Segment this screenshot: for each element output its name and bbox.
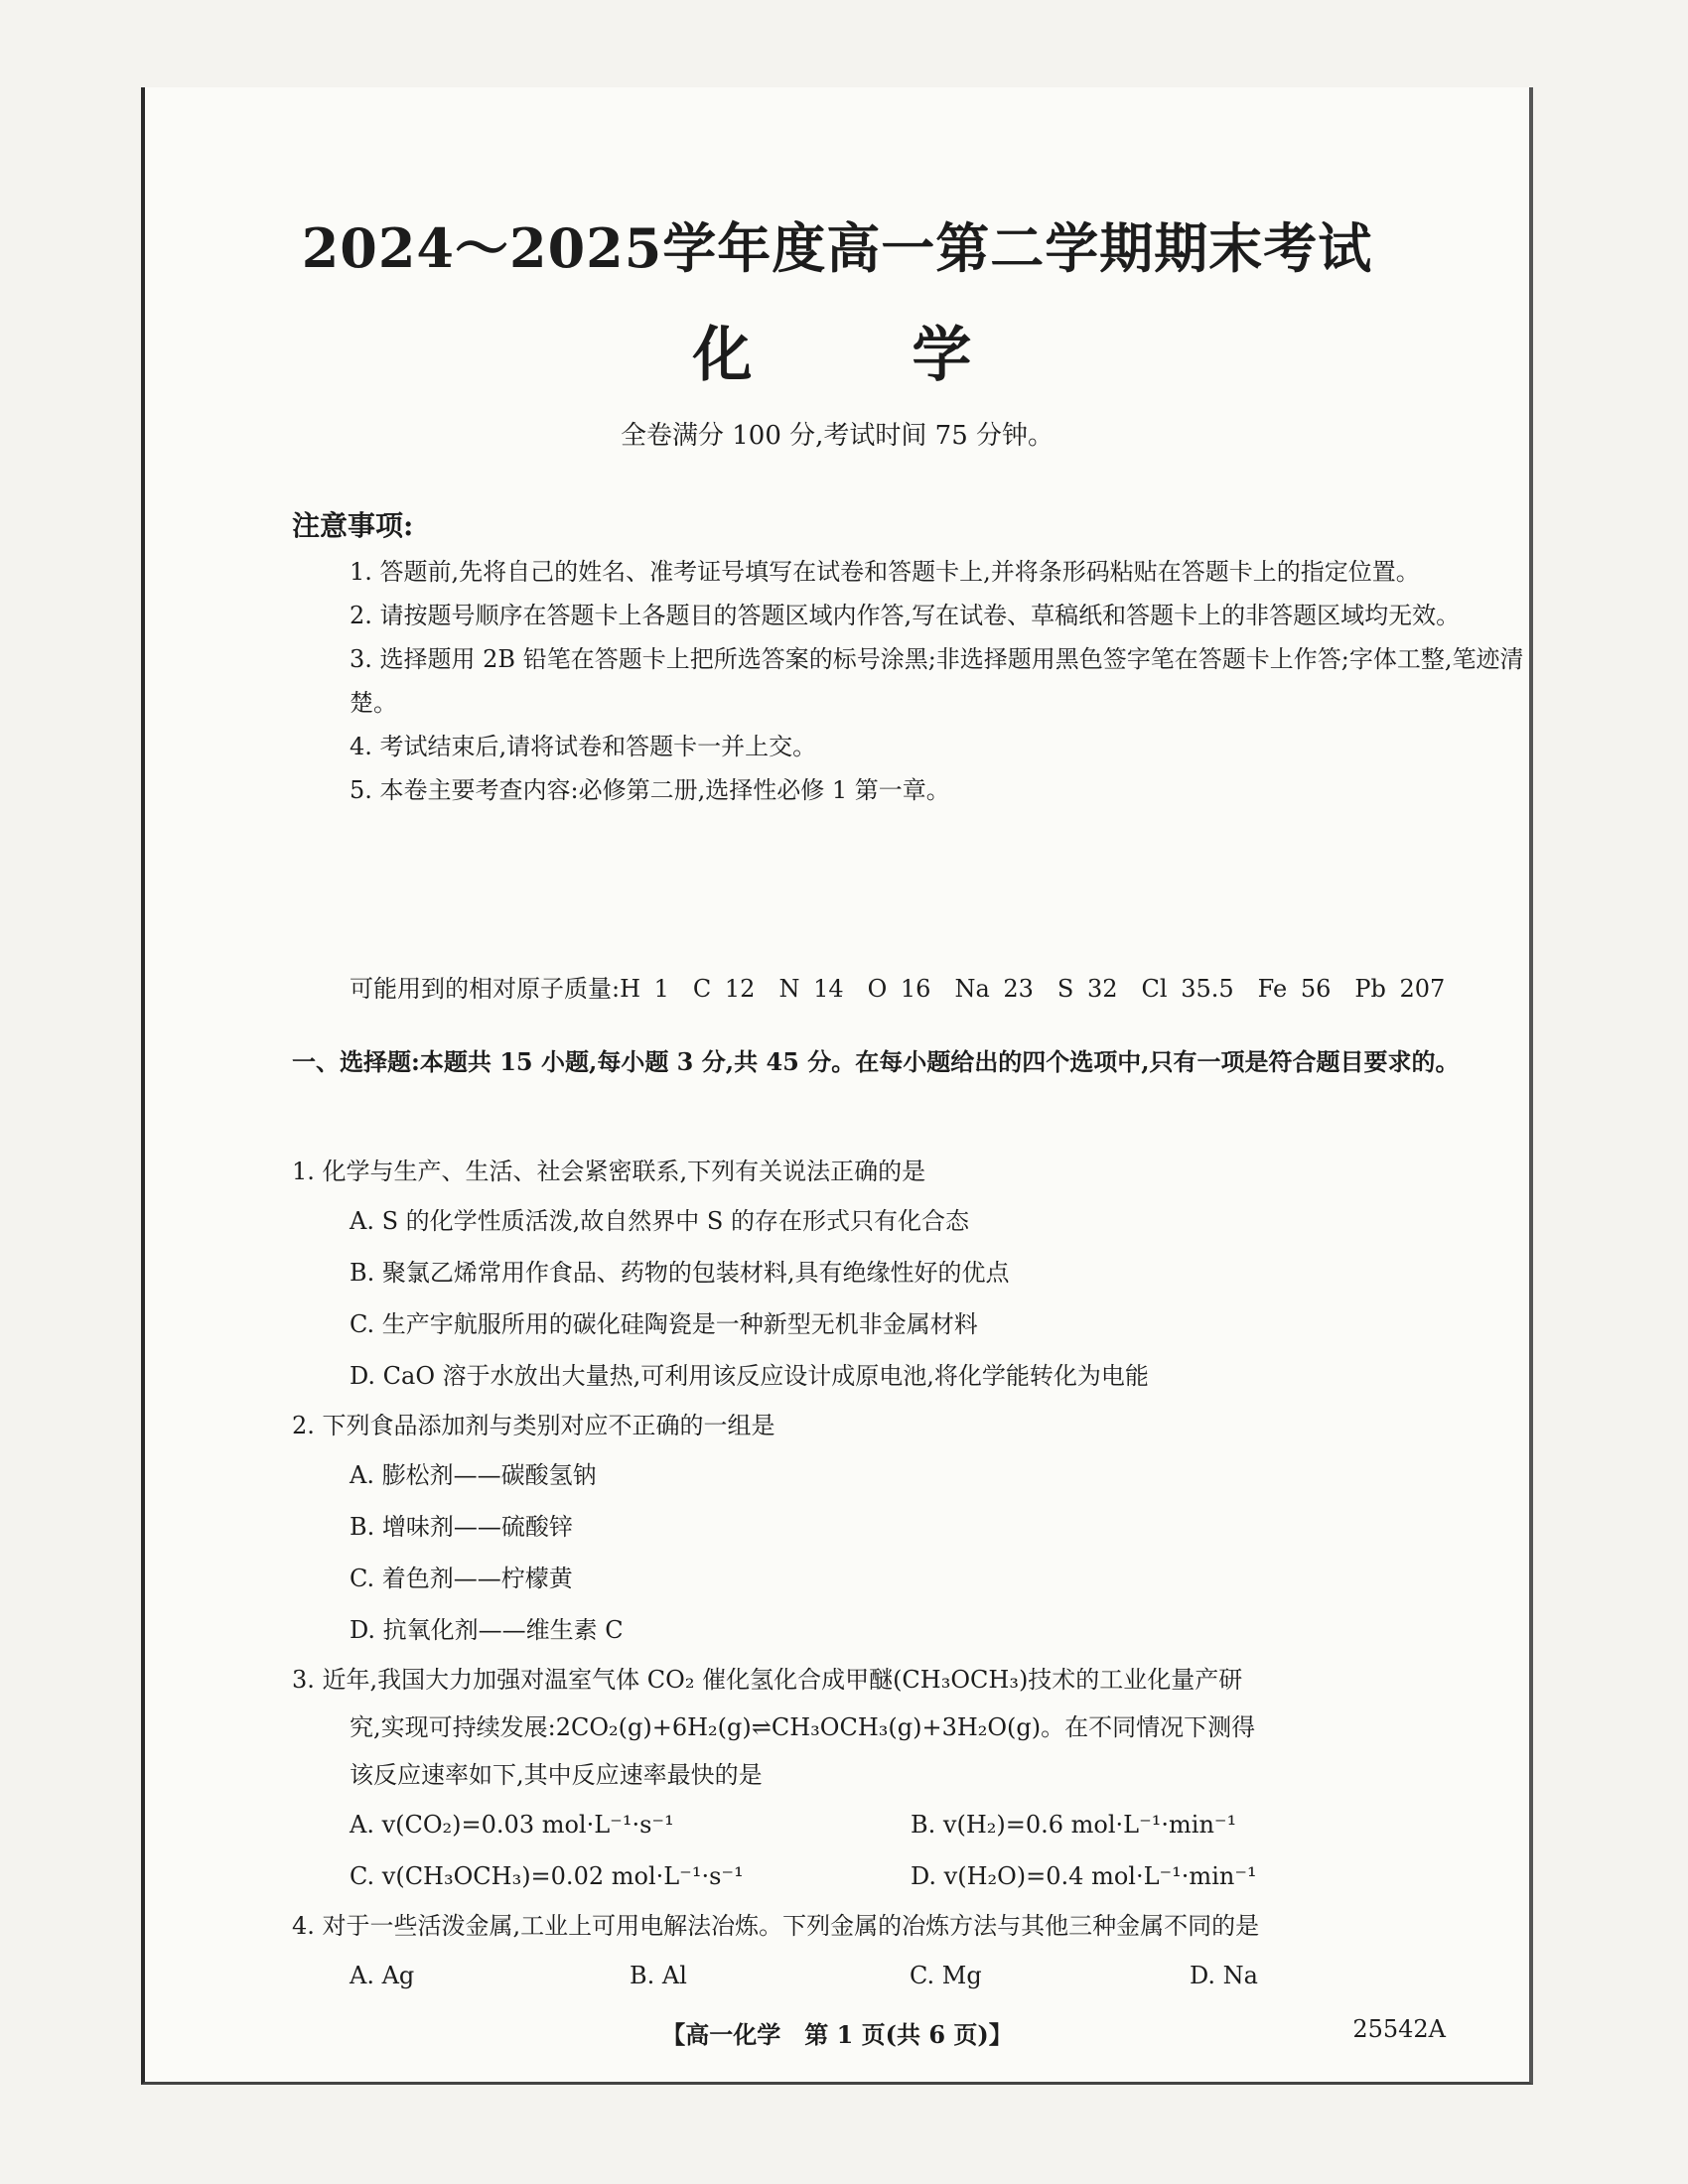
notice-list (350, 550, 1571, 812)
question-4 (292, 1902, 1583, 2001)
notice-item: 4. 考试结束后,请将试卷和答题卡一并上交。 (350, 733, 817, 760)
atomic-masses: 可能用到的相对原子质量:H 1 C 12 N 14 O 16 Na 23 S 32 Cl 35.5 Fe 56 Pb 207 (350, 975, 1446, 1003)
option-row (292, 1799, 1583, 1850)
question-stem-line: 该反应速率如下,其中反应速率最快的是 (350, 1761, 763, 1789)
paper-code: 25542A (1352, 2015, 1446, 2043)
option-c: C. Mg (910, 1962, 982, 1989)
option-a: A. v(CO₂)=0.03 mol·L⁻¹·s⁻¹ (350, 1811, 674, 1839)
subject-title: 化 学 (692, 321, 1042, 390)
option-b: B. 聚氯乙烯常用作食品、药物的包装材料,具有绝缘性好的优点 (350, 1259, 1010, 1287)
score-line: 全卷满分 100 分,考试时间 75 分钟。 (620, 421, 1055, 451)
question-stem: 1. 化学与生产、生活、社会紧密联系,下列有关说法正确的是 (292, 1158, 926, 1185)
option-b: B. 增味剂——硫酸锌 (350, 1513, 573, 1541)
exam-title: 2024～2025学年度高一第二学期期末考试 (301, 216, 1373, 280)
page-footer: 【高一化学 第 1 页(共 6 页)】 (661, 2020, 1013, 2049)
question-list (292, 1148, 1583, 2001)
question-stem-line: 3. 近年,我国大力加强对温室气体 CO₂ 催化氢化合成甲醚(CH₃OCH₃)技术的工业化量产研 (292, 1666, 1243, 1694)
option-b: B. Al (630, 1962, 687, 1989)
exam-sheet (141, 87, 1533, 2085)
option-c: C. v(CH₃OCH₃)=0.02 mol·L⁻¹·s⁻¹ (350, 1862, 744, 1890)
option-c: C. 着色剂——柠檬黄 (350, 1565, 573, 1592)
option-d: D. 抗氧化剂——维生素 C (350, 1616, 624, 1644)
question-1 (292, 1148, 1583, 1402)
question-stem: 2. 下列食品添加剂与类别对应不正确的一组是 (292, 1412, 775, 1439)
option-row (292, 1950, 1583, 2001)
option-b: B. v(H₂)=0.6 mol·L⁻¹·min⁻¹ (911, 1811, 1237, 1839)
question-stem (292, 1656, 1583, 1799)
notice-item: 5. 本卷主要考查内容:必修第二册,选择性必修 1 第一章。 (350, 776, 950, 804)
question-2 (292, 1402, 1583, 1656)
section-heading: 一、选择题:本题共 15 小题,每小题 3 分,共 45 分。在每小题给出的四个选项中,只有一项是符合题目要求的。 (292, 1047, 1460, 1076)
notice-item: 2. 请按题号顺序在答题卡上各题目的答题区域内作答,写在试卷、草稿纸和答题卡上的非答题区域均无效。 (350, 602, 1461, 629)
question-stem-line: 究,实现可持续发展:2CO₂(g)+6H₂(g)⇌CH₃OCH₃(g)+3H₂O(g)。在不同情况下测得 (350, 1713, 1256, 1741)
notice-item: 1. 答题前,先将自己的姓名、准考证号填写在试卷和答题卡上,并将条形码粘贴在答题卡上的指定位置。 (350, 558, 1420, 586)
question-stem: 4. 对于一些活泼金属,工业上可用电解法冶炼。下列金属的冶炼方法与其他三种金属不同的是 (292, 1912, 1260, 1940)
option-row (292, 1850, 1583, 1902)
option-a: A. S 的化学性质活泼,故自然界中 S 的存在形式只有化合态 (350, 1207, 969, 1235)
option-c: C. 生产宇航服所用的碳化硅陶瓷是一种新型无机非金属材料 (350, 1310, 978, 1338)
notice-item: 3. 选择题用 2B 铅笔在答题卡上把所选答案的标号涂黑;非选择题用黑色签字笔在答题卡上作答;字体工整,笔迹清楚。 (350, 645, 1524, 717)
option-a: A. Ag (350, 1962, 415, 1989)
option-d: D. Na (1190, 1962, 1258, 1989)
option-a: A. 膨松剂——碳酸氢钠 (350, 1461, 597, 1489)
question-3 (292, 1656, 1583, 1902)
notice-heading: 注意事项: (292, 509, 414, 542)
option-d: D. CaO 溶于水放出大量热,可利用该反应设计成原电池,将化学能转化为电能 (350, 1362, 1149, 1390)
option-d: D. v(H₂O)=0.4 mol·L⁻¹·min⁻¹ (911, 1862, 1257, 1890)
